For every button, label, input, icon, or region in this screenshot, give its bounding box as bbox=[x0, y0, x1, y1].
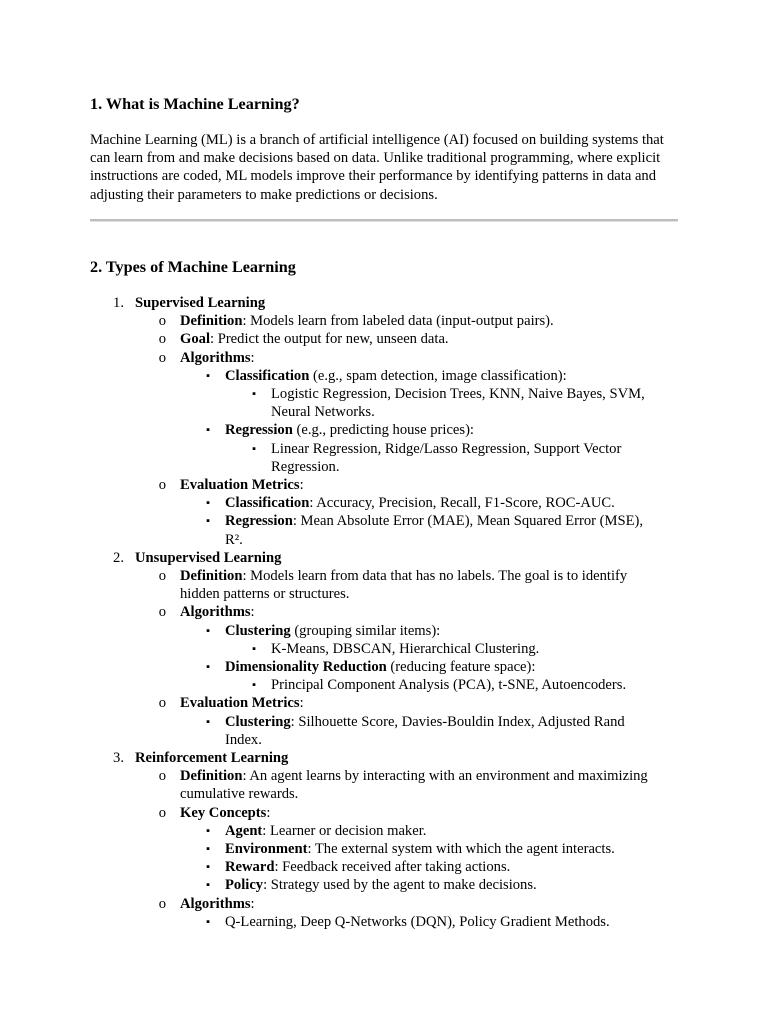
list-item-description: Linear Regression, Ridge/Lasso Regression, Support Vector bbox=[271, 440, 622, 457]
list-item-text bbox=[180, 567, 627, 585]
list-item-text bbox=[180, 895, 255, 913]
list-item-text bbox=[180, 804, 270, 822]
list-item-description: (e.g., spam detection, image classification): bbox=[309, 367, 567, 384]
list-item-description: : Feedback received after taking actions. bbox=[274, 859, 511, 876]
list-item-description: : bbox=[250, 604, 255, 621]
bullet-icon: o bbox=[158, 331, 166, 348]
list-item-term: Classification bbox=[225, 495, 310, 512]
list-item-text bbox=[225, 840, 615, 858]
list-item-text bbox=[225, 713, 625, 731]
list-item-term: Reinforcement Learning bbox=[135, 750, 289, 766]
list-item-text bbox=[180, 694, 304, 712]
list-item-text bbox=[271, 458, 340, 476]
list-item-term: Algorithms bbox=[180, 349, 251, 366]
bullet-icon: o bbox=[158, 313, 166, 330]
list-item-description: : Strategy used by the agent to make decisions. bbox=[263, 877, 537, 894]
list-item-term: Goal bbox=[180, 331, 210, 348]
list-item-description: Index. bbox=[225, 731, 262, 748]
list-item-description: hidden patterns or structures. bbox=[180, 586, 350, 603]
list-item-text bbox=[271, 403, 375, 421]
list-item-description: K-Means, DBSCAN, Hierarchical Clustering. bbox=[271, 640, 540, 657]
list-item-description: : bbox=[299, 695, 304, 712]
bullet-icon: ▪ bbox=[206, 824, 210, 837]
list-item-description: : bbox=[266, 804, 271, 821]
list-item-text bbox=[180, 330, 449, 348]
list-item-text bbox=[180, 603, 255, 621]
bullet-icon: o bbox=[158, 349, 166, 366]
list-item-term: Reward bbox=[225, 859, 275, 876]
list-item-text bbox=[180, 349, 255, 367]
section1-heading: 1. What is Machine Learning? bbox=[90, 95, 300, 113]
section2-heading: 2. Types of Machine Learning bbox=[90, 258, 296, 276]
list-item-text bbox=[225, 731, 262, 749]
bullet-icon: ▪ bbox=[206, 879, 210, 892]
list-item-term: Regression bbox=[225, 422, 293, 439]
list-item-description: Neural Networks. bbox=[271, 404, 375, 421]
list-item-text bbox=[225, 367, 567, 385]
bullet-icon: ▪ bbox=[252, 388, 256, 400]
list-item-description: : Predict the output for new, unseen data. bbox=[210, 331, 449, 348]
list-item-description: : bbox=[299, 477, 304, 493]
list-item-text bbox=[225, 876, 537, 894]
list-item-text bbox=[135, 294, 265, 312]
bullet-icon: ▪ bbox=[206, 915, 210, 928]
list-item-text bbox=[271, 676, 626, 694]
bullet-icon: ▪ bbox=[252, 642, 256, 655]
list-item-text bbox=[180, 585, 349, 603]
list-number: 3. bbox=[113, 750, 124, 766]
list-item-text bbox=[225, 622, 440, 640]
list-item-description: : Mean Absolute Error (MAE), Mean Squared Error (MSE), bbox=[292, 513, 644, 530]
bullet-icon: ▪ bbox=[206, 715, 210, 728]
bullet-icon: o bbox=[158, 804, 166, 821]
list-item-description: : Models learn from data that has no labels. The goal is to identify bbox=[242, 568, 628, 584]
list-item-text bbox=[225, 421, 474, 439]
list-item-text bbox=[180, 312, 554, 330]
bullet-icon: ▪ bbox=[206, 424, 210, 437]
list-item-term: Dimensionality Reduction bbox=[225, 659, 387, 675]
list-item-text bbox=[180, 785, 298, 803]
list-item-text bbox=[271, 640, 539, 658]
list-item-description: R². bbox=[225, 531, 243, 548]
list-item-description: Q-Learning, Deep Q-Networks (DQN), Policy Gradient Methods. bbox=[225, 913, 610, 930]
list-item-text bbox=[135, 549, 281, 567]
list-item-term: Algorithms bbox=[180, 604, 251, 621]
list-item-term: Evaluation Metrics bbox=[180, 477, 300, 493]
bullet-icon: ▪ bbox=[206, 497, 210, 510]
list-item-description: : The external system with which the agent interacts. bbox=[307, 841, 615, 857]
list-item-text bbox=[271, 440, 621, 458]
list-item-description: : bbox=[250, 349, 255, 366]
bullet-icon: ▪ bbox=[206, 843, 210, 855]
bullet-icon: ▪ bbox=[206, 661, 210, 673]
list-item-description: Principal Component Analysis (PCA), t-SNE, Autoencoders. bbox=[271, 677, 627, 694]
list-item-description: Logistic Regression, Decision Trees, KNN, Naive Bayes, SVM, bbox=[271, 386, 645, 402]
list-number: 1. bbox=[113, 295, 124, 311]
types-list bbox=[0, 294, 768, 934]
bullet-icon: o bbox=[158, 477, 166, 493]
section1-paragraph: Machine Learning (ML) is a branch of artificial intelligence (AI) focused on building systems that can learn from and make decisions based on data. Unlike traditional programming, where explicit instructions are coded, ML models improve their performance by identifying patterns in data and adjusting their parameters to make predictions or decisions. bbox=[90, 132, 664, 203]
list-item-term: Definition bbox=[180, 568, 243, 584]
list-item-description: Regression. bbox=[271, 458, 340, 475]
list-item-description: : An agent learns by interacting with an environment and maximizing bbox=[242, 768, 648, 785]
list-item-term: Agent bbox=[225, 822, 263, 839]
list-item-term: Clustering bbox=[225, 622, 291, 639]
list-item-description: : Accuracy, Precision, Recall, F1-Score, ROC-AUC. bbox=[309, 495, 615, 512]
list-item-term: Definition bbox=[180, 768, 243, 785]
list-item-term: Definition bbox=[180, 313, 243, 330]
list-item-description: (grouping similar items): bbox=[290, 622, 441, 639]
list-item-term: Clustering bbox=[225, 713, 291, 730]
list-item-description: : Learner or decision maker. bbox=[262, 822, 427, 839]
list-item-text bbox=[225, 822, 426, 840]
list-item-description: : Models learn from labeled data (input-output pairs). bbox=[242, 313, 554, 330]
bullet-icon: o bbox=[158, 695, 166, 712]
list-item-term: Key Concepts bbox=[180, 804, 267, 821]
list-item-description: (e.g., predicting house prices): bbox=[292, 422, 474, 439]
list-item-term: Unsupervised Learning bbox=[135, 549, 282, 566]
list-item-text bbox=[225, 512, 643, 530]
list-item-text bbox=[225, 913, 610, 931]
bullet-icon: ▪ bbox=[206, 369, 210, 382]
list-item-text bbox=[225, 494, 615, 512]
list-item-text bbox=[135, 749, 288, 767]
list-item-description: cumulative rewards. bbox=[180, 786, 299, 803]
bullet-icon: o bbox=[158, 604, 166, 621]
bullet-icon: ▪ bbox=[206, 624, 210, 637]
list-item-text bbox=[180, 767, 648, 785]
list-item-text bbox=[271, 385, 645, 403]
list-number: 2. bbox=[113, 549, 124, 566]
bullet-icon: o bbox=[158, 768, 166, 785]
bullet-icon: ▪ bbox=[252, 442, 256, 455]
list-item-description: (reducing feature space): bbox=[386, 659, 536, 675]
list-item-text bbox=[180, 476, 304, 494]
list-item-term: Policy bbox=[225, 877, 264, 894]
bullet-icon: ▪ bbox=[206, 861, 210, 874]
horizontal-divider bbox=[90, 219, 678, 222]
list-item-description: : Silhouette Score, Davies-Bouldin Index, Adjusted Rand bbox=[290, 713, 625, 730]
list-item-term: Regression bbox=[225, 513, 293, 530]
bullet-icon: ▪ bbox=[206, 515, 210, 528]
bullet-icon: o bbox=[158, 568, 166, 584]
list-item-term: Algorithms bbox=[180, 895, 251, 912]
list-item-description: : bbox=[250, 895, 255, 912]
list-item-term: Environment bbox=[225, 841, 308, 857]
list-item-text bbox=[225, 858, 510, 876]
list-item-term: Evaluation Metrics bbox=[180, 695, 300, 712]
list-item-text bbox=[225, 531, 243, 549]
list-item-text bbox=[225, 658, 535, 676]
bullet-icon: ▪ bbox=[252, 679, 256, 692]
list-item-term: Supervised Learning bbox=[135, 295, 266, 311]
list-item-term: Classification bbox=[225, 367, 310, 384]
bullet-icon: o bbox=[158, 895, 166, 912]
